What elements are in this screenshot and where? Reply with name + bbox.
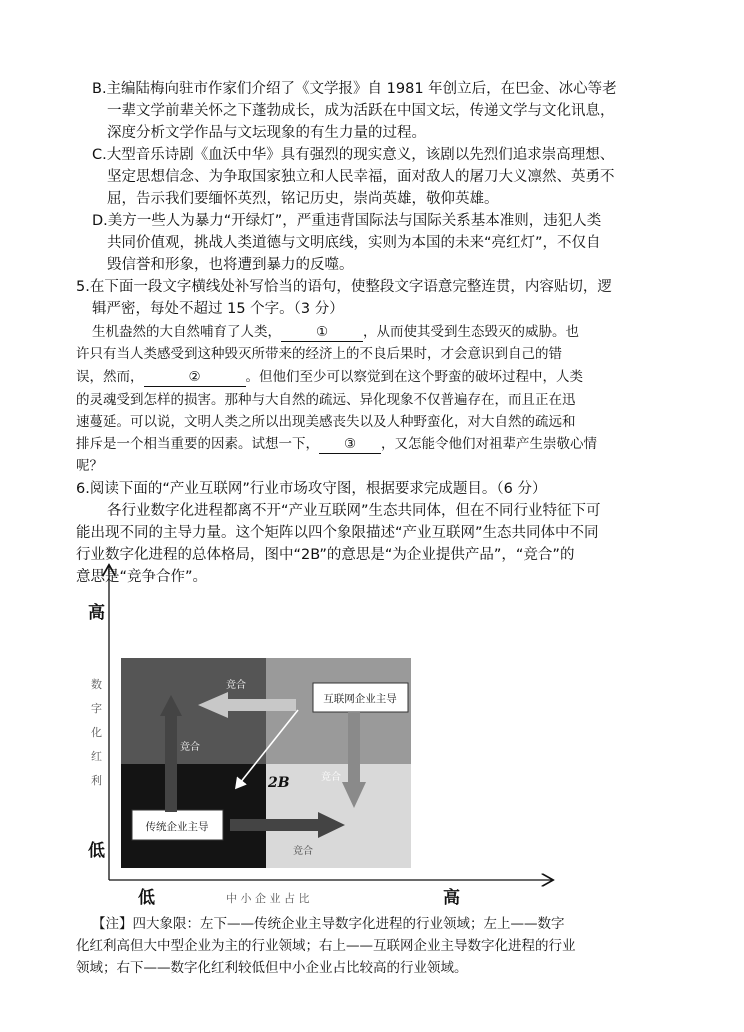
blank-3[interactable]: ③ (319, 435, 381, 454)
y-axis-char-5: 利 (91, 774, 102, 787)
q6-para-line2: 能出现不同的主导力量。这个矩阵以四个象限描述“产业互联网”生态共同体中不同 (76, 525, 599, 541)
note-line1: 【注】四大象限：左下——传统企业主导数字化进程的行业领域；左上——数字 (92, 916, 565, 932)
option-c-line3: 屈，告示我们要缅怀英烈，铭记历史，崇尚英雄，敬仰英雄。 (107, 191, 499, 207)
blank-2[interactable]: ② (144, 368, 246, 387)
q5-stem-line1: 5.在下面一段文字横线处补写恰当的语句，使整段文字语意完整连贯，内容贴切，逻 (76, 279, 612, 295)
note-line2: 化红利高但大中型企业为主的行业领域；右上——互联网企业主导数字化进程的行业 (76, 938, 576, 954)
y-high-label: 高 (88, 603, 105, 623)
q5-text: 误，然而， (76, 369, 144, 385)
q6-stem: 6.阅读下面的“产业互联网”行业市场攻守图，根据要求完成题目。（6 分） (76, 481, 547, 497)
option-b-line3: 深度分析文学作品与文坛现象的有生力量的过程。 (107, 125, 426, 141)
arrow-left-label: 竞合 (180, 742, 200, 753)
q6-para-line1: 各行业数字化进程都离不开“产业互联网”生态共同体，但在不同行业特征下可 (107, 503, 601, 519)
q6-para-line4: 意思是“竞争合作”。 (76, 569, 208, 585)
q5-stem-line2: 辑严密，每处不超过 15 个字。（3 分） (92, 301, 344, 317)
arrow-right-label: 竞合 (321, 772, 341, 783)
option-d-line2: 共同价值观，挑战人类道德与文明底线，实则为本国的未来“亮红灯”，不仅自 (107, 235, 601, 251)
q5-text: 生机盎然的大自然哺育了人类， (92, 324, 281, 340)
option-d-line3: 毁信誉和形象，也将遭到暴力的反噬。 (107, 257, 354, 273)
blank-1[interactable]: ① (281, 323, 363, 342)
arrow-bottom-label: 竞合 (293, 846, 313, 857)
y-low-label: 低 (88, 841, 105, 861)
option-d-line1: D.美方一些人为暴力“开绿灯”，严重违背国际法与国际关系基本准则，违犯人类 (92, 213, 602, 229)
q5-text: 排斥是一个相当重要的因素。试想一下， (76, 436, 319, 452)
x-axis-label: 中 小 企 业 占 比 (226, 892, 310, 905)
y-axis-char-2: 字 (91, 702, 102, 715)
q5-text: 。但他们至少可以察觉到在这个野蛮的破坏过程中，人类 (245, 369, 583, 385)
q5-passage-line4: 的灵魂受到怎样的损害。那种与大自然的疏远、异化现象不仅普遍存在，而且正在迅 (76, 392, 576, 408)
q5-passage-line7: 呢？ (76, 458, 103, 474)
x-high-label: 高 (443, 888, 460, 908)
x-low-label: 低 (138, 888, 155, 908)
option-c-line1: C.大型音乐诗剧《血沃中华》具有强烈的现实意义，该剧以先烈们追求崇高理想、 (92, 147, 615, 163)
option-b-line2: 一辈文学前辈关怀之下蓬勃成长，成为活跃在中国文坛，传递文学与文化讯息， (107, 103, 615, 119)
label-2b: 2B (268, 775, 290, 791)
traditional-enterprise-label: 传统企业主导 (145, 821, 209, 833)
arrow-top-label: 竞合 (226, 680, 246, 691)
internet-enterprise-label: 互联网企业主导 (323, 693, 397, 705)
q5-passage-line2: 许只有当人类感受到这种毁灭所带来的经济上的不良后果时，才会意识到自己的错 (76, 346, 562, 362)
option-c-line2: 坚定思想信念、为争取国家独立和人民幸福，面对敌人的屠刀大义凛然、英勇不 (107, 169, 615, 185)
q5-passage-line5: 速蔓延。可以说，文明人类之所以出现美感丧失以及人种野蛮化，对大自然的疏远和 (76, 414, 576, 430)
q5-text: ，从而使其受到生态毁灭的威胁。也 (363, 324, 579, 340)
q5-text: ，又怎能令他们对祖辈产生崇敬心情 (381, 436, 597, 452)
y-axis-char-3: 化 (91, 726, 102, 739)
option-b-line1: B.主编陆梅向驻市作家们介绍了《文学报》自 1981 年创立后，在巴金、冰心等老 (92, 81, 617, 97)
q6-para-line3: 行业数字化进程的总体格局，图中“2B”的意思是“为企业提供产品”，“竞合”的 (76, 547, 575, 563)
y-axis-char-4: 红 (91, 750, 102, 763)
y-axis-char-1: 数 (91, 678, 102, 691)
note-line3: 领域；右下——数字化红利较低但中小企业占比较高的行业领域。 (76, 960, 468, 976)
